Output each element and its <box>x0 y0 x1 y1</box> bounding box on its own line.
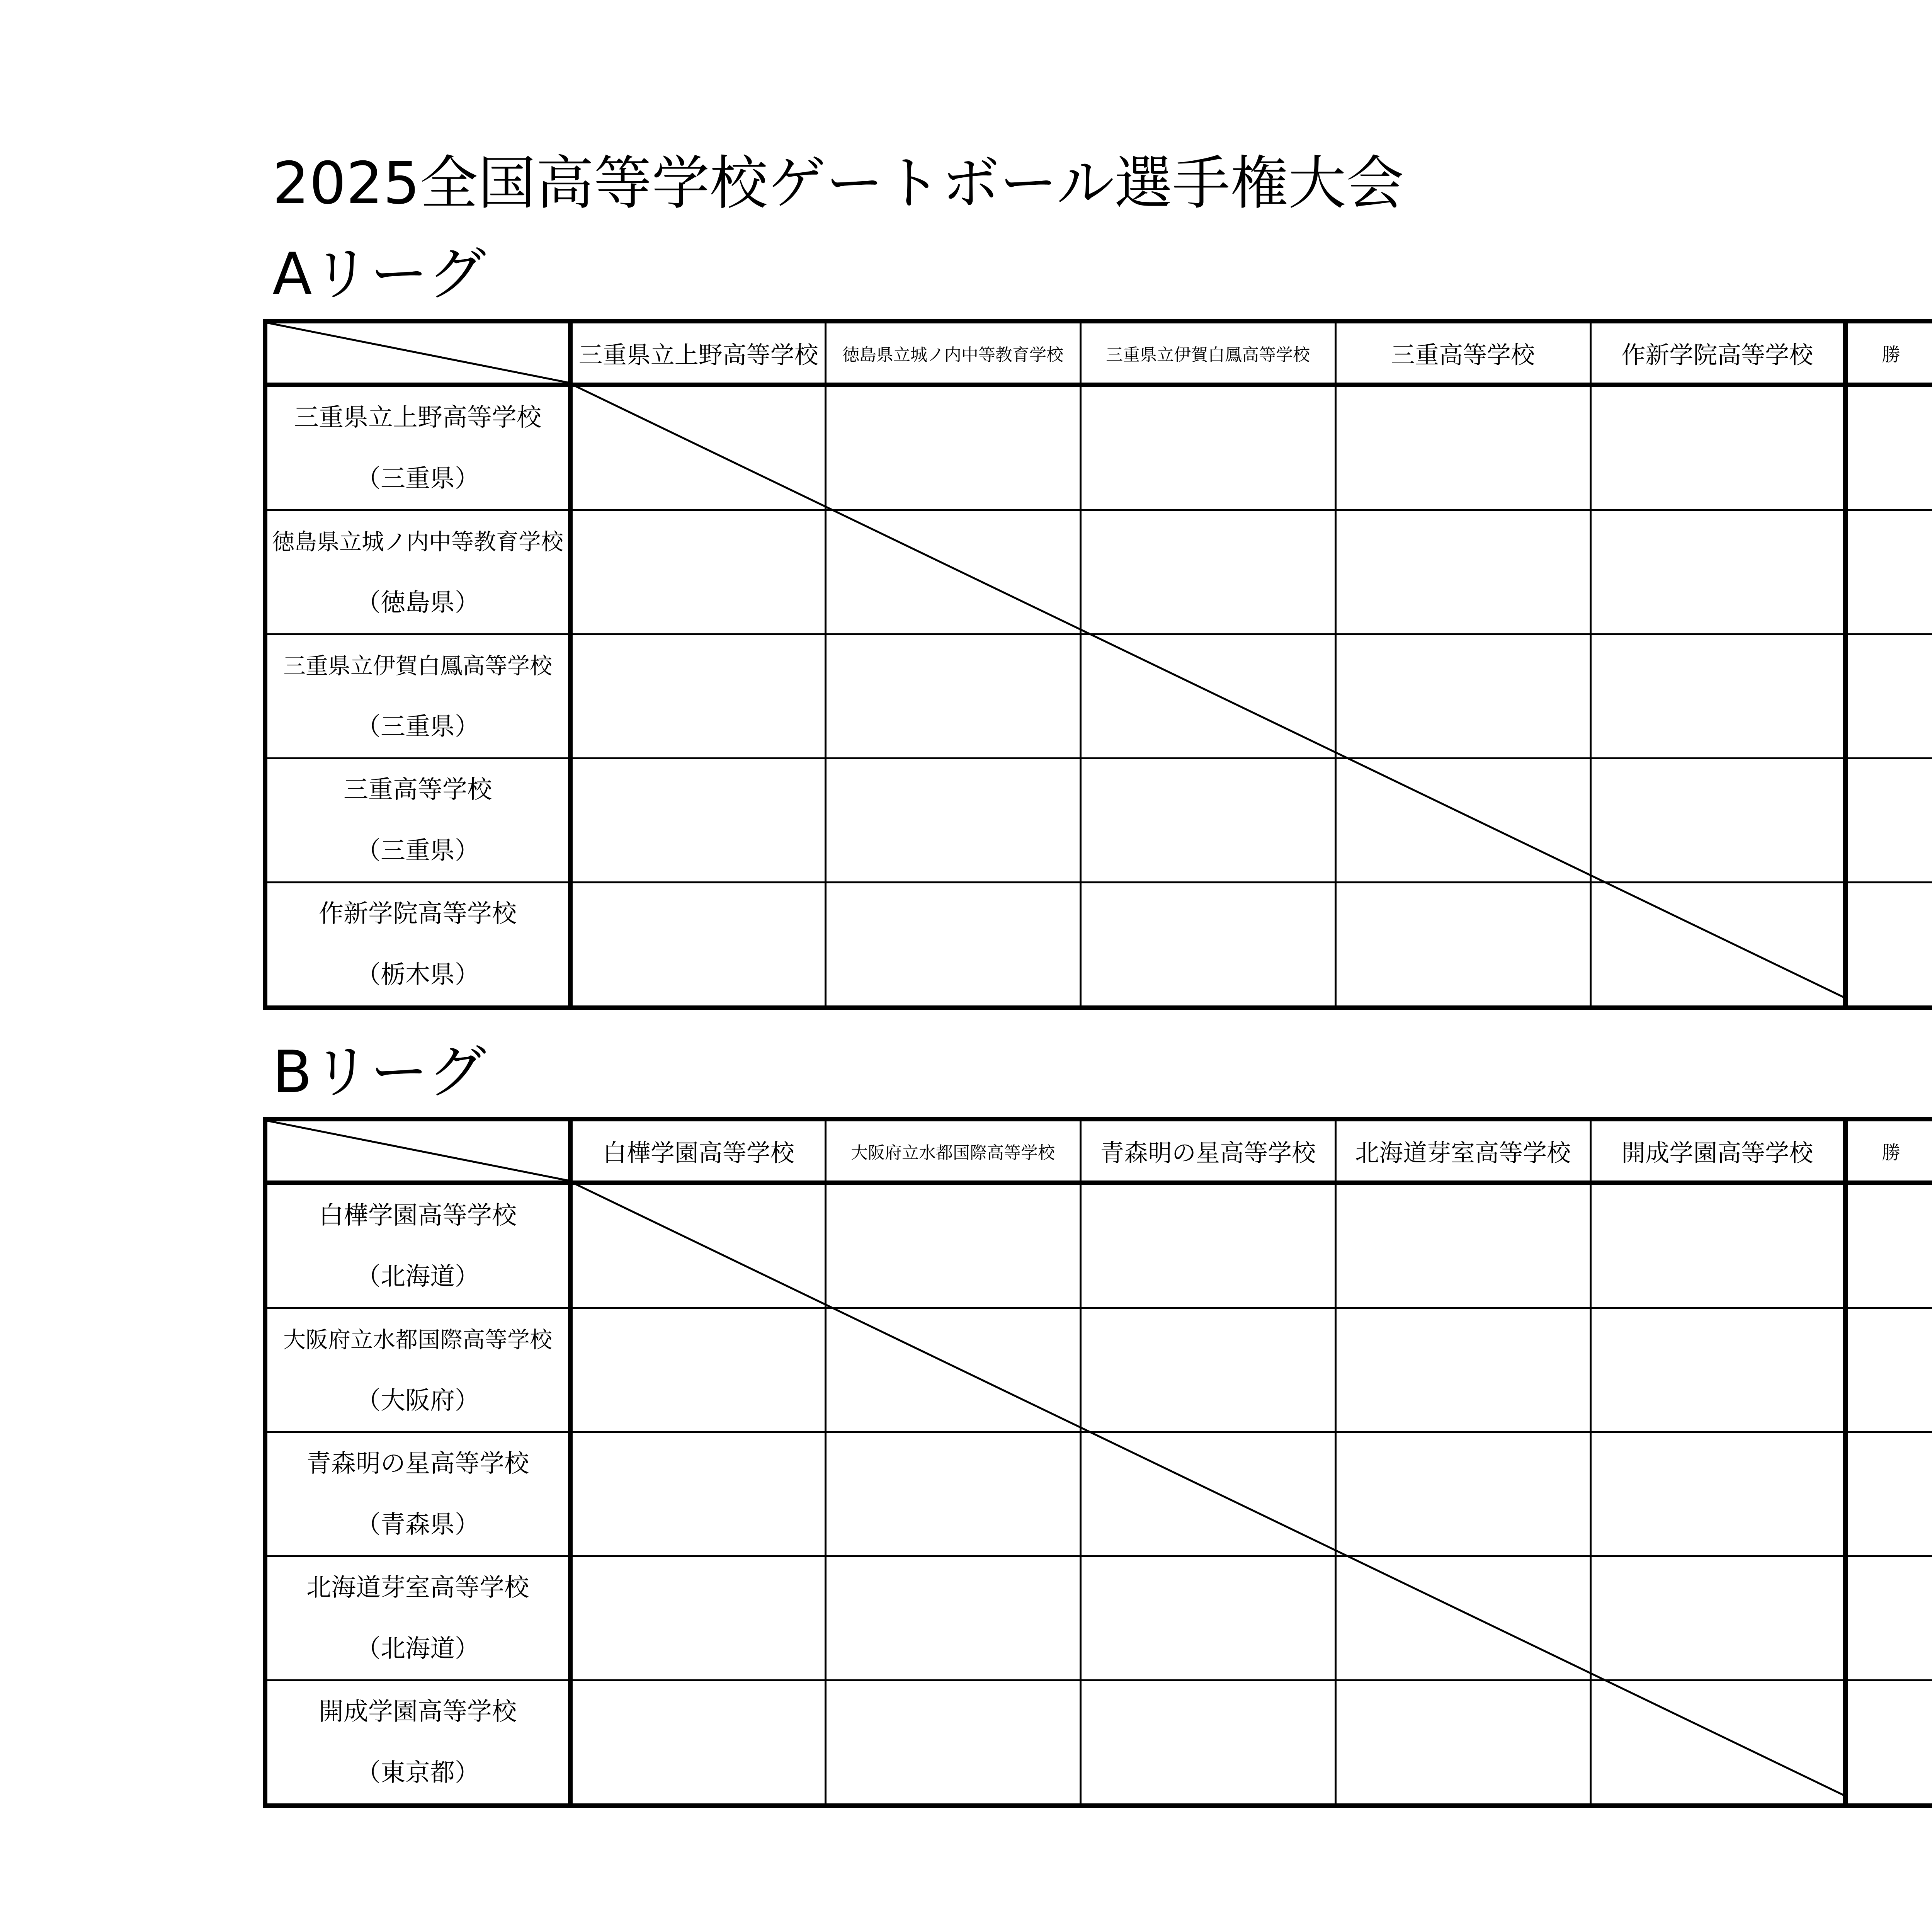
opponent-header: 徳島県立城ノ内中等教育学校 <box>825 321 1080 385</box>
team-row <box>265 883 1932 1008</box>
league-b-title: Bリーグ <box>272 1039 486 1106</box>
team-row <box>265 1556 1932 1681</box>
opponent-header: 三重県立伊賀白鳳高等学校 <box>1080 321 1335 385</box>
team-name: 作新学院高等学校 <box>319 900 517 928</box>
result-cell[interactable] <box>825 510 1080 634</box>
result-cell[interactable] <box>1335 634 1590 759</box>
result-cell[interactable] <box>570 385 825 510</box>
team-prefecture: （徳島県） <box>356 589 480 617</box>
team-name: 三重県立上野高等学校 <box>294 403 541 432</box>
team-prefecture: （三重県） <box>356 464 480 493</box>
stat-header-wins: 勝 <box>1845 321 1932 385</box>
result-cell[interactable] <box>1080 1308 1335 1432</box>
team-header-cell <box>265 1183 570 1308</box>
opponent-header: 作新学院高等学校 <box>1590 321 1845 385</box>
stat-cell[interactable] <box>1845 1432 1932 1556</box>
league-a-grid <box>263 319 1932 1010</box>
result-cell[interactable] <box>570 1681 825 1806</box>
league-b-grid <box>263 1117 1932 1808</box>
team-row <box>265 1183 1932 1308</box>
team-header-cell <box>265 634 570 759</box>
team-prefecture: （栃木県） <box>356 961 480 989</box>
stat-cell[interactable] <box>1845 510 1932 634</box>
result-cell[interactable] <box>570 883 825 1008</box>
result-cell[interactable] <box>1080 1432 1335 1556</box>
result-cell[interactable] <box>1335 883 1590 1008</box>
league-a-title: Aリーグ <box>272 241 486 308</box>
team-name: 大阪府立水都国際高等学校 <box>283 1327 552 1353</box>
stat-cell[interactable] <box>1845 1308 1932 1432</box>
result-cell[interactable] <box>1335 759 1590 883</box>
result-cell[interactable] <box>570 510 825 634</box>
result-cell[interactable] <box>1335 1308 1590 1432</box>
team-row <box>265 1681 1932 1806</box>
team-header-cell <box>265 385 570 510</box>
team-prefecture: （東京都） <box>356 1759 480 1787</box>
result-cell[interactable] <box>825 634 1080 759</box>
result-cell[interactable] <box>1590 385 1845 510</box>
team-name: 開成学園高等学校 <box>319 1698 517 1726</box>
league-b-table <box>263 1117 1932 1799</box>
team-prefecture: （青森県） <box>356 1510 480 1539</box>
result-cell[interactable] <box>1080 1556 1335 1681</box>
team-row <box>265 1432 1932 1556</box>
opponent-header: 青森明の星高等学校 <box>1080 1119 1335 1183</box>
result-cell[interactable] <box>1590 1183 1845 1308</box>
stat-cell[interactable] <box>1845 634 1932 759</box>
team-header-cell <box>265 883 570 1008</box>
result-cell[interactable] <box>1335 1681 1590 1806</box>
header-row <box>265 1119 1932 1183</box>
team-prefecture: （三重県） <box>356 713 480 741</box>
result-cell[interactable] <box>825 1432 1080 1556</box>
result-cell[interactable] <box>1590 1556 1845 1681</box>
result-cell[interactable] <box>1080 883 1335 1008</box>
result-cell[interactable] <box>1590 1681 1845 1806</box>
team-row <box>265 759 1932 883</box>
stat-cell[interactable] <box>1845 759 1932 883</box>
opponent-header: 三重県立上野高等学校 <box>570 321 825 385</box>
result-cell[interactable] <box>1335 1183 1590 1308</box>
result-cell[interactable] <box>1590 634 1845 759</box>
team-row <box>265 1308 1932 1432</box>
result-cell[interactable] <box>825 883 1080 1008</box>
team-row <box>265 510 1932 634</box>
opponent-header: 白樺学園高等学校 <box>570 1119 825 1183</box>
team-row <box>265 634 1932 759</box>
result-cell[interactable] <box>1080 634 1335 759</box>
result-cell[interactable] <box>825 1681 1080 1806</box>
result-cell[interactable] <box>1590 510 1845 634</box>
opponent-header: 北海道芽室高等学校 <box>1335 1119 1590 1183</box>
result-cell[interactable] <box>825 1556 1080 1681</box>
result-cell[interactable] <box>1080 1681 1335 1806</box>
result-cell[interactable] <box>825 385 1080 510</box>
team-header-cell <box>265 1556 570 1681</box>
team-prefecture: （大阪府） <box>356 1386 480 1415</box>
team-name: 徳島県立城ノ内中等教育学校 <box>272 529 563 555</box>
result-cell[interactable] <box>825 1183 1080 1308</box>
result-cell[interactable] <box>1590 1308 1845 1432</box>
result-cell[interactable] <box>1080 759 1335 883</box>
header-row <box>265 321 1932 385</box>
team-name: 三重高等学校 <box>344 776 492 804</box>
stat-cell[interactable] <box>1845 883 1932 1008</box>
team-header-cell <box>265 1308 570 1432</box>
result-cell[interactable] <box>1590 759 1845 883</box>
team-header-cell <box>265 759 570 883</box>
opponent-header: 大阪府立水都国際高等学校 <box>825 1119 1080 1183</box>
team-header-cell <box>265 510 570 634</box>
team-name: 三重県立伊賀白鳳高等学校 <box>283 653 552 679</box>
team-name: 北海道芽室高等学校 <box>306 1573 529 1602</box>
corner-cell <box>265 321 570 385</box>
result-cell[interactable] <box>1080 385 1335 510</box>
result-cell[interactable] <box>1590 883 1845 1008</box>
corner-cell <box>265 1119 570 1183</box>
opponent-header: 開成学園高等学校 <box>1590 1119 1845 1183</box>
league-a-table <box>263 319 1932 1001</box>
stat-cell[interactable] <box>1845 1681 1932 1806</box>
opponent-header: 三重高等学校 <box>1335 321 1590 385</box>
result-cell[interactable] <box>570 1308 825 1432</box>
result-cell[interactable] <box>570 634 825 759</box>
result-cell[interactable] <box>1335 385 1590 510</box>
result-cell[interactable] <box>1335 510 1590 634</box>
stat-cell[interactable] <box>1845 385 1932 510</box>
team-name: 白樺学園高等学校 <box>319 1201 517 1230</box>
stat-cell[interactable] <box>1845 1183 1932 1308</box>
result-cell[interactable] <box>570 1183 825 1308</box>
team-prefecture: （北海道） <box>356 1262 480 1291</box>
result-cell[interactable] <box>570 1556 825 1681</box>
result-cell[interactable] <box>1080 510 1335 634</box>
result-cell[interactable] <box>1080 1183 1335 1308</box>
result-cell[interactable] <box>570 1432 825 1556</box>
result-cell[interactable] <box>1590 1432 1845 1556</box>
result-cell[interactable] <box>825 759 1080 883</box>
result-cell[interactable] <box>1335 1556 1590 1681</box>
team-name: 青森明の星高等学校 <box>306 1449 529 1478</box>
result-cell[interactable] <box>1335 1432 1590 1556</box>
stat-cell[interactable] <box>1845 1556 1932 1681</box>
result-cell[interactable] <box>825 1308 1080 1432</box>
result-cell[interactable] <box>570 759 825 883</box>
page-title: 2025全国高等学校ゲートボール選手権大会 <box>272 150 1404 217</box>
team-prefecture: （北海道） <box>356 1635 480 1663</box>
team-header-cell <box>265 1681 570 1806</box>
stat-header-wins: 勝 <box>1845 1119 1932 1183</box>
team-header-cell <box>265 1432 570 1556</box>
team-row <box>265 385 1932 510</box>
team-prefecture: （三重県） <box>356 837 480 865</box>
